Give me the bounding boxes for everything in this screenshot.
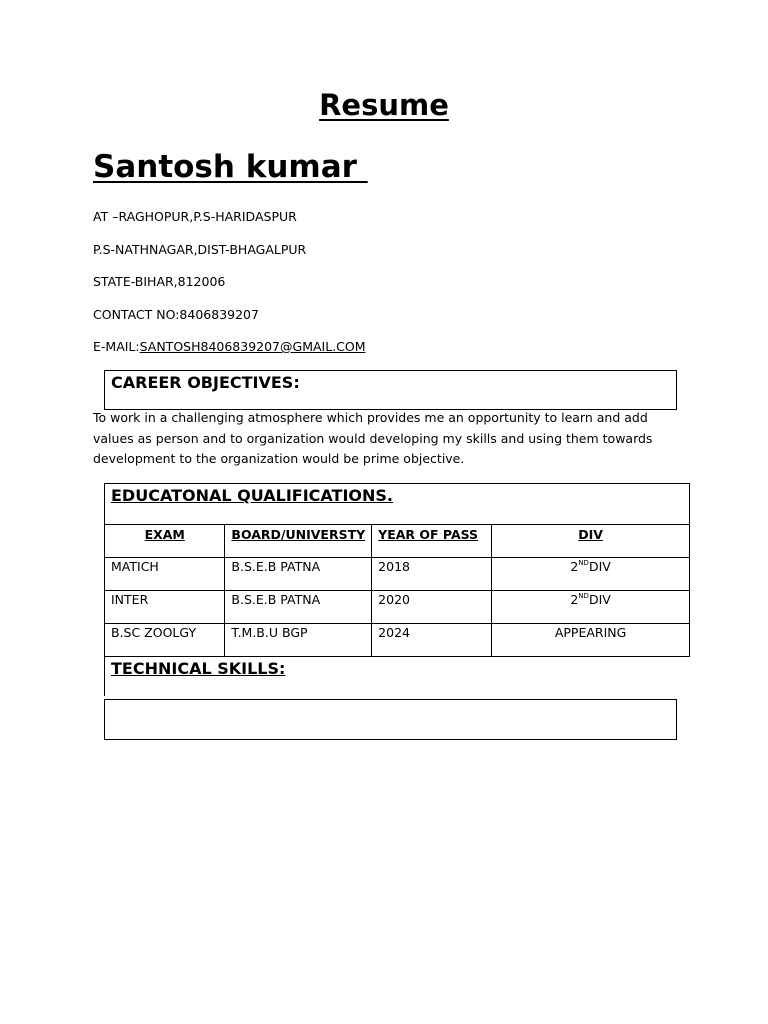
cell-year: 2020 <box>372 591 492 624</box>
email-label: E-MAIL: <box>93 339 140 354</box>
cell-board: T.M.B.U BGP <box>225 624 372 657</box>
cell-exam: MATICH <box>105 558 225 591</box>
address-line-1: AT –RAGHOPUR,P.S-HARIDASPUR <box>93 209 297 224</box>
column-header-div: DIV <box>492 525 690 558</box>
page-title: Resume <box>319 88 449 122</box>
cell-div: 2NDDIV <box>492 591 690 624</box>
education-heading: EDUCATONAL QUALIFICATIONS. <box>105 484 690 525</box>
column-header-board: BOARD/UNIVERSTY <box>225 525 372 558</box>
cell-div: 2NDDIV <box>492 558 690 591</box>
cell-exam: INTER <box>105 591 225 624</box>
cell-year: 2018 <box>372 558 492 591</box>
cell-exam: B.SC ZOOLGY <box>105 624 225 657</box>
cell-board: B.S.E.B PATNA <box>225 591 372 624</box>
cell-div: APPEARING <box>492 624 690 657</box>
table-row <box>105 624 690 657</box>
education-heading-row <box>105 484 690 525</box>
column-header-year: YEAR OF PASS <box>372 525 492 558</box>
table-row <box>105 558 690 591</box>
education-table <box>104 483 690 696</box>
technical-skills-heading-row <box>105 657 690 696</box>
contact-number: CONTACT NO:8406839207 <box>93 307 259 322</box>
column-header-exam: EXAM <box>105 525 225 558</box>
email-link[interactable]: SANTOSH8406839207@GMAIL.COM <box>139 339 366 354</box>
career-objectives-text: To work in a challenging atmosphere which provides me an opportunity to learn and add values as person and to organization would developing my skills and using them towards development to the organization would be prime objective. <box>93 410 653 466</box>
technical-skills-box <box>104 699 677 740</box>
table-row <box>105 591 690 624</box>
education-column-header-row <box>105 525 690 558</box>
career-objectives-heading: CAREER OBJECTIVES: <box>111 373 300 392</box>
candidate-name: Santosh kumar <box>93 149 368 185</box>
career-objectives-box <box>104 370 677 410</box>
email-line <box>93 339 366 354</box>
address-line-2: P.S-NATHNAGAR,DIST-BHAGALPUR <box>93 242 307 257</box>
address-line-3: STATE-BIHAR,812006 <box>93 274 226 289</box>
technical-skills-heading: TECHNICAL SKILLS: <box>105 657 690 696</box>
cell-board: B.S.E.B PATNA <box>225 558 372 591</box>
cell-year: 2024 <box>372 624 492 657</box>
